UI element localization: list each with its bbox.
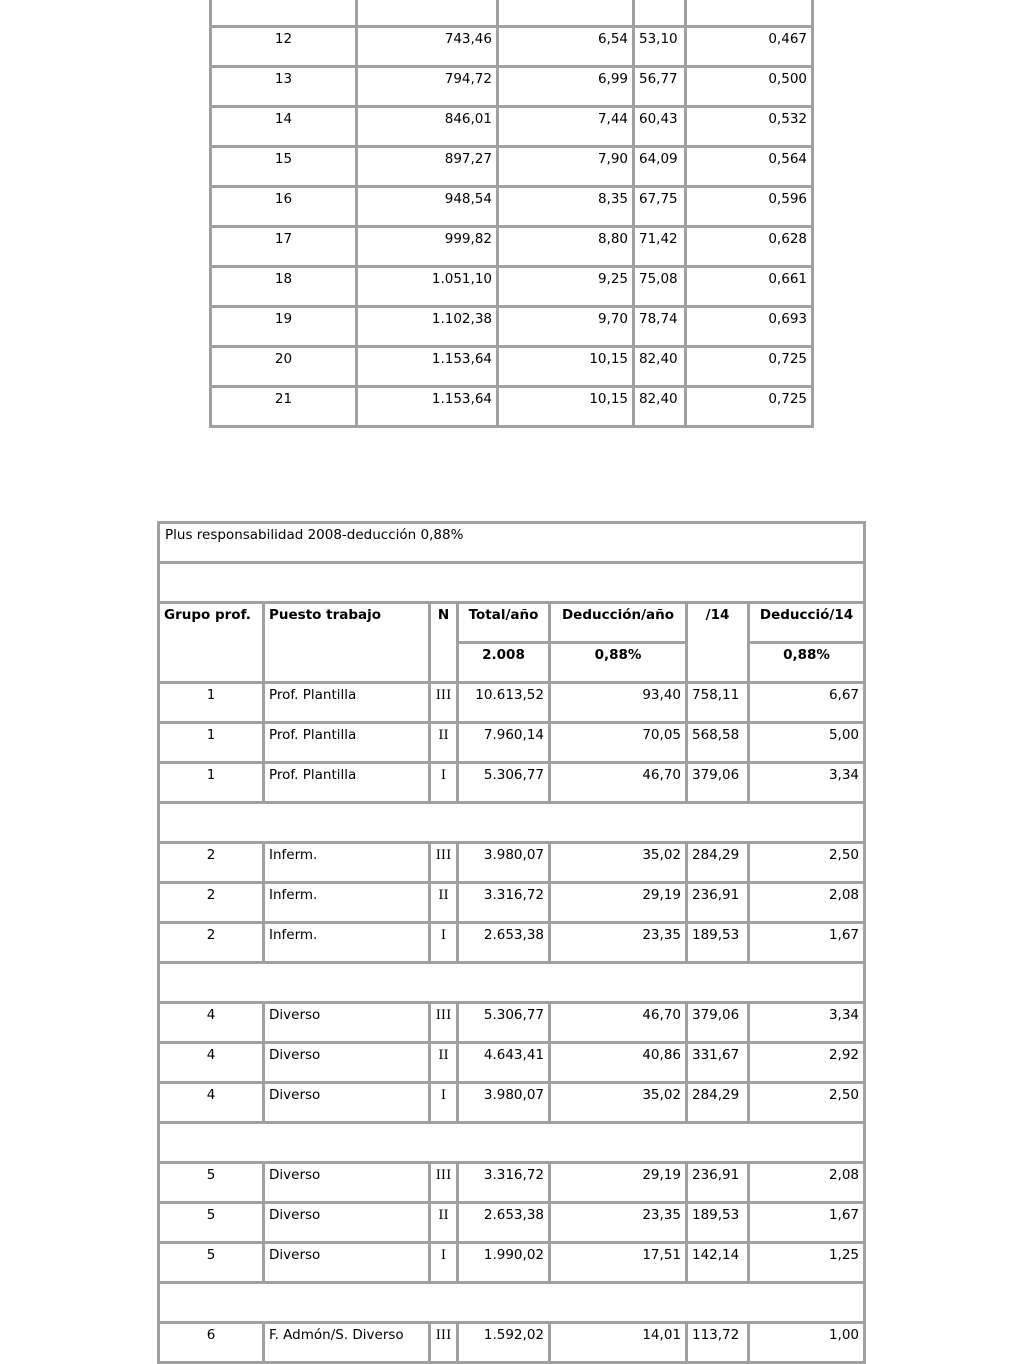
amount-cell: 1.051,10 [357, 267, 498, 307]
deduccio-14-cell: 2,08 [749, 883, 865, 923]
nivel-cell: III [430, 1163, 458, 1203]
amount-cell: 794,72 [357, 67, 498, 107]
deduction-cell: 7,44 [498, 107, 634, 147]
grupo-cell: 6 [159, 1323, 264, 1363]
grupo-cell: 4 [159, 1083, 264, 1123]
div-14-cell: 236,91 [687, 1163, 749, 1203]
puesto-cell: Prof. Plantilla [264, 763, 430, 803]
ratio-cell: 0,725 [686, 387, 813, 427]
table-row [159, 1163, 865, 1203]
table-row [159, 1323, 865, 1363]
amount-cell: 1.102,38 [357, 307, 498, 347]
total-ano-cell: 1.990,02 [458, 1243, 550, 1283]
table-row [159, 763, 865, 803]
deduction-cell [498, 0, 634, 27]
table-row [159, 723, 865, 763]
table-row [211, 267, 813, 307]
div-14-cell: 331,67 [687, 1043, 749, 1083]
deduction-cell: 6,99 [498, 67, 634, 107]
header-n: N [430, 603, 458, 683]
table-row [159, 683, 865, 723]
div-14-cell: 113,72 [687, 1323, 749, 1363]
deduccion-ano-cell: 14,01 [550, 1323, 687, 1363]
puesto-cell: Prof. Plantilla [264, 683, 430, 723]
deduccion-ano-cell: 40,86 [550, 1043, 687, 1083]
amount-cell: 948,54 [357, 187, 498, 227]
grupo-cell: 2 [159, 923, 264, 963]
deduccion-ano-cell: 35,02 [550, 1083, 687, 1123]
total-ano-cell: 10.613,52 [458, 683, 550, 723]
blank-cell [159, 803, 865, 843]
div-14-cell: 568,58 [687, 723, 749, 763]
table-row [211, 227, 813, 267]
puesto-cell: Inferm. [264, 923, 430, 963]
grupo-cell: 2 [159, 843, 264, 883]
blank-row [159, 563, 865, 603]
subheader-deduccio14-rate: 0,88% [749, 643, 865, 683]
level-cell: 21 [211, 387, 357, 427]
group-separator-row [159, 1283, 865, 1323]
div-14-cell: 236,91 [687, 883, 749, 923]
div-14-cell: 189,53 [687, 923, 749, 963]
ratio-cell: 0,500 [686, 67, 813, 107]
level-cell [211, 0, 357, 27]
nivel-cell: II [430, 1203, 458, 1243]
total-ano-cell: 3.980,07 [458, 843, 550, 883]
grupo-cell: 4 [159, 1003, 264, 1043]
amount-cell: 743,46 [357, 27, 498, 67]
grupo-cell: 2 [159, 883, 264, 923]
deduccio-14-cell: 6,67 [749, 683, 865, 723]
total-ano-cell: 1.592,02 [458, 1323, 550, 1363]
deduccion-ano-cell: 29,19 [550, 883, 687, 923]
table-row [159, 923, 865, 963]
ratio-cell: 0,725 [686, 347, 813, 387]
monthly-cell [634, 0, 686, 27]
total-ano-cell: 7.960,14 [458, 723, 550, 763]
grupo-cell: 4 [159, 1043, 264, 1083]
deduction-cell: 6,54 [498, 27, 634, 67]
monthly-cell: 67,75 [634, 187, 686, 227]
header-deduccion-ano: Deducción/año [550, 603, 687, 643]
total-ano-cell: 5.306,77 [458, 763, 550, 803]
deduction-cell: 7,90 [498, 147, 634, 187]
deduccion-ano-cell: 46,70 [550, 1003, 687, 1043]
monthly-cell: 53,10 [634, 27, 686, 67]
nivel-cell: I [430, 1083, 458, 1123]
group-separator-row [159, 963, 865, 1003]
header-total-ano: Total/año [458, 603, 550, 643]
deduccio-14-cell: 1,25 [749, 1243, 865, 1283]
deduccion-ano-cell: 23,35 [550, 923, 687, 963]
table-title: Plus responsabilidad 2008-deducción 0,88% [159, 523, 865, 563]
level-cell: 19 [211, 307, 357, 347]
puesto-cell: Prof. Plantilla [264, 723, 430, 763]
monthly-cell: 60,43 [634, 107, 686, 147]
ratio-cell: 0,661 [686, 267, 813, 307]
amount-cell [357, 0, 498, 27]
header-puesto-trabajo: Puesto trabajo [264, 603, 430, 683]
total-ano-cell: 3.316,72 [458, 883, 550, 923]
level-cell: 15 [211, 147, 357, 187]
blank-cell [159, 963, 865, 1003]
table-row [159, 1003, 865, 1043]
deduccio-14-cell: 3,34 [749, 1003, 865, 1043]
deduccio-14-cell: 1,00 [749, 1323, 865, 1363]
puesto-cell: Diverso [264, 1243, 430, 1283]
deduccio-14-cell: 1,67 [749, 923, 865, 963]
level-cell: 14 [211, 107, 357, 147]
deduccion-ano-cell: 29,19 [550, 1163, 687, 1203]
nivel-cell: III [430, 683, 458, 723]
group-separator-row [159, 803, 865, 843]
subheader-total-year: 2.008 [458, 643, 550, 683]
subheader-deduccion-rate: 0,88% [550, 643, 687, 683]
header-deduccio-14: Deducció/14 [749, 603, 865, 643]
nivel-cell: I [430, 763, 458, 803]
ratio-cell [686, 0, 813, 27]
total-ano-cell: 3.316,72 [458, 1163, 550, 1203]
puesto-cell: Inferm. [264, 883, 430, 923]
puesto-cell: Diverso [264, 1163, 430, 1203]
monthly-cell: 56,77 [634, 67, 686, 107]
deduccio-14-cell: 2,50 [749, 843, 865, 883]
total-ano-cell: 3.980,07 [458, 1083, 550, 1123]
puesto-cell: Diverso [264, 1083, 430, 1123]
monthly-cell: 82,40 [634, 387, 686, 427]
deduction-cell: 9,70 [498, 307, 634, 347]
ratio-cell: 0,693 [686, 307, 813, 347]
deduccio-14-cell: 2,92 [749, 1043, 865, 1083]
table-row [159, 883, 865, 923]
deduccion-ano-cell: 35,02 [550, 843, 687, 883]
grupo-cell: 1 [159, 763, 264, 803]
total-ano-cell: 5.306,77 [458, 1003, 550, 1043]
monthly-cell: 75,08 [634, 267, 686, 307]
div-14-cell: 758,11 [687, 683, 749, 723]
div-14-cell: 189,53 [687, 1203, 749, 1243]
table-row [211, 307, 813, 347]
nivel-cell: I [430, 923, 458, 963]
table-row [211, 27, 813, 67]
header-grupo-prof: Grupo prof. [159, 603, 264, 683]
group-separator-row [159, 1123, 865, 1163]
deduccion-ano-cell: 93,40 [550, 683, 687, 723]
grupo-cell: 5 [159, 1243, 264, 1283]
puesto-cell: Diverso [264, 1003, 430, 1043]
table-row [159, 1083, 865, 1123]
blank-cell [159, 1123, 865, 1163]
plus-responsabilidad-table [157, 521, 866, 1364]
ratio-cell: 0,467 [686, 27, 813, 67]
nivel-cell: II [430, 1043, 458, 1083]
monthly-cell: 82,40 [634, 347, 686, 387]
table-row [159, 1243, 865, 1283]
ratio-cell: 0,628 [686, 227, 813, 267]
amount-cell: 1.153,64 [357, 347, 498, 387]
div-14-cell: 379,06 [687, 1003, 749, 1043]
table-row-partial [211, 0, 813, 27]
total-ano-cell: 4.643,41 [458, 1043, 550, 1083]
ratio-cell: 0,564 [686, 147, 813, 187]
amount-cell: 897,27 [357, 147, 498, 187]
blank-cell [159, 1283, 865, 1323]
div-14-cell: 284,29 [687, 1083, 749, 1123]
amount-cell: 999,82 [357, 227, 498, 267]
puesto-cell: Diverso [264, 1203, 430, 1243]
monthly-cell: 71,42 [634, 227, 686, 267]
table-row [211, 67, 813, 107]
div-14-cell: 284,29 [687, 843, 749, 883]
deduccion-ano-cell: 46,70 [550, 763, 687, 803]
table-row [159, 1043, 865, 1083]
nivel-cell: III [430, 1003, 458, 1043]
monthly-cell: 64,09 [634, 147, 686, 187]
deduction-cell: 9,25 [498, 267, 634, 307]
deduccio-14-cell: 2,50 [749, 1083, 865, 1123]
deduccio-14-cell: 1,67 [749, 1203, 865, 1243]
deduccio-14-cell: 5,00 [749, 723, 865, 763]
deduction-cell: 10,15 [498, 387, 634, 427]
div-14-cell: 142,14 [687, 1243, 749, 1283]
table-row [159, 1203, 865, 1243]
amount-cell: 846,01 [357, 107, 498, 147]
deduccion-ano-cell: 17,51 [550, 1243, 687, 1283]
nivel-cell: II [430, 883, 458, 923]
nivel-cell: III [430, 843, 458, 883]
deduccion-ano-cell: 70,05 [550, 723, 687, 763]
total-ano-cell: 2.653,38 [458, 923, 550, 963]
blank-cell [159, 563, 865, 603]
table-row [211, 347, 813, 387]
puesto-cell: Inferm. [264, 843, 430, 883]
ratio-cell: 0,532 [686, 107, 813, 147]
table-row [211, 387, 813, 427]
deduction-cell: 8,80 [498, 227, 634, 267]
monthly-cell: 78,74 [634, 307, 686, 347]
table-title-row [159, 523, 865, 563]
puesto-cell: Diverso [264, 1043, 430, 1083]
level-cell: 17 [211, 227, 357, 267]
plus-table-body [159, 523, 865, 1363]
amount-cell: 1.153,64 [357, 387, 498, 427]
nivel-cell: III [430, 1323, 458, 1363]
ratio-cell: 0,596 [686, 187, 813, 227]
header-div-14: /14 [687, 603, 749, 683]
nivel-cell: I [430, 1243, 458, 1283]
total-ano-cell: 2.653,38 [458, 1203, 550, 1243]
deduction-cell: 10,15 [498, 347, 634, 387]
table-row [211, 107, 813, 147]
grupo-cell: 5 [159, 1203, 264, 1243]
grupo-cell: 5 [159, 1163, 264, 1203]
header-row [159, 603, 865, 643]
grupo-cell: 1 [159, 723, 264, 763]
level-cell: 16 [211, 187, 357, 227]
deduction-cell: 8,35 [498, 187, 634, 227]
deduccio-14-cell: 3,34 [749, 763, 865, 803]
level-cell: 13 [211, 67, 357, 107]
salary-table-continued [209, 0, 814, 428]
level-cell: 20 [211, 347, 357, 387]
level-cell: 12 [211, 27, 357, 67]
salary-table-body [211, 0, 813, 427]
nivel-cell: II [430, 723, 458, 763]
level-cell: 18 [211, 267, 357, 307]
div-14-cell: 379,06 [687, 763, 749, 803]
deduccio-14-cell: 2,08 [749, 1163, 865, 1203]
table-row [159, 843, 865, 883]
grupo-cell: 1 [159, 683, 264, 723]
table-row [211, 147, 813, 187]
table-row [211, 187, 813, 227]
deduccion-ano-cell: 23,35 [550, 1203, 687, 1243]
puesto-cell: F. Admón/S. Diverso [264, 1323, 430, 1363]
